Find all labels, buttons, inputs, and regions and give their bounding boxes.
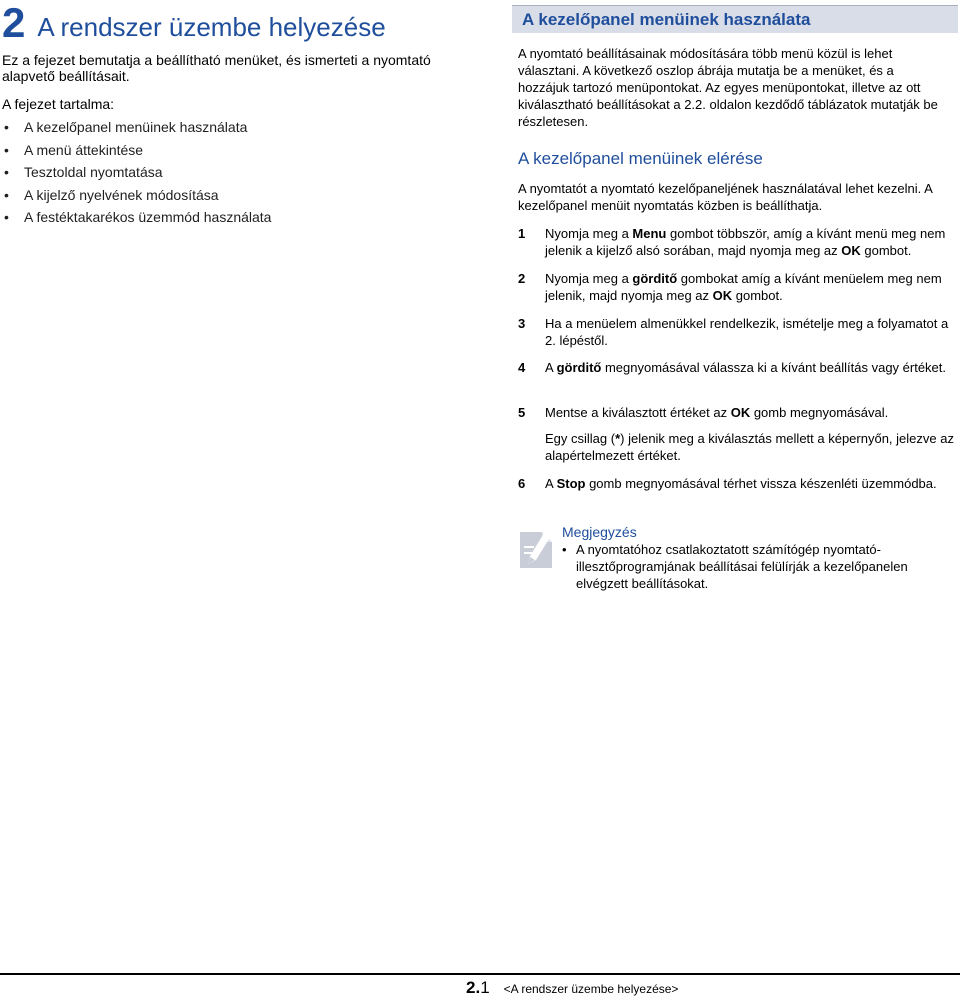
step-text: A Stop gomb megnyomásával térhet vissza készenléti üzemmódba. [545,476,937,491]
stop-key: Stop [556,476,586,491]
toc-item[interactable]: • A kijelző nyelvének módosítása [0,184,445,207]
note-bullet: • [562,542,567,557]
chapter-intro: Ez a fejezet bemutatja a beállítható menüket, és ismerteti a nyomtató alapvető beállításait. [2,52,431,84]
menu-key: Menu [632,226,667,241]
footer-rule [0,973,960,975]
table-of-contents [0,116,445,229]
step-text: Nyomja meg a görditő gombokat amíg a kívánt menüelem meg nem jelenik, majd nyomja meg az OK gombot. [545,271,942,303]
toc-item[interactable]: • A kezelőpanel menüinek használata [0,116,445,139]
chapter-header [0,0,445,44]
step-2 [518,270,958,304]
step-number: 1 [518,226,526,241]
note-text: A nyomtatóhoz csatlakoztatott számítógép nyomtató-illesztőprogramjának beállításai felülírják a kezelőpanelen elvégzett beállításokat. [576,542,908,591]
step-number: 6 [518,476,526,491]
subsection-intro: A nyomtatót a nyomtató kezelőpaneljének használatával lehet kezelni. A kezelőpanel menüit nyomtatás közben is beállíthatja. [518,181,933,213]
ok-key: OK [841,243,861,258]
ok-key: OK [730,405,751,420]
step-text: Ha a menüelem almenükkel rendelkezik, ismételje meg a folyamatot a 2. lépéstől. [545,316,949,348]
step-text: Nyomja meg a Menu gombot többször, amíg a kívánt menü meg nem jelenik a kijelző alsó sorában, majd nyomja meg az OK gombot. [545,226,946,258]
step-text: A görditő megnyomásával válassza ki a kívánt beállítás vagy értéket. [545,360,947,375]
step-text: Mentse a kiválasztott értéket az OK gomb megnyomásával. Egy csillag (*) jelenik meg a kiválasztás mellett a képernyőn, jelezve az alapértelmezett értéket. [545,404,958,464]
note-title: Megjegyzés [562,524,637,540]
subsection-title: A kezelőpanel menüinek elérése [518,149,763,168]
scroll-key: görditő [556,360,602,375]
section-title-bar [512,5,958,33]
section-title: A kezelőpanel menüinek használata [522,10,811,29]
toc-item[interactable]: • Tesztoldal nyomtatása [0,161,445,184]
note-pencil-icon [518,524,558,570]
step-3 [518,315,958,349]
page-number-minor: 1 [480,978,490,997]
footer-chapter-reference: <A rendszer üzembe helyezése> [503,982,679,996]
step-number: 4 [518,360,526,375]
toc-item[interactable]: • A menü áttekintése [0,139,445,162]
step-number: 2 [518,271,526,286]
step-number: 5 [518,405,526,420]
step-4 [518,359,958,376]
step-1 [518,225,958,259]
scroll-key: görditő [632,271,678,286]
note-item [562,541,958,592]
note-content [558,524,958,592]
step-number: 3 [518,316,526,331]
chapter-column [0,0,445,229]
step-6 [518,475,958,492]
contents-label: A fejezet tartalma: [2,96,115,112]
chapter-number: 2 [2,0,26,46]
section-body: A nyomtató beállításainak módosítására több menü közül is lehet választani. A következő oszlop ábrája mutatja be a menüket, és a hozzájuk tartozó menüpontokat. Az egyes menüpontokat, illetve az ott kiválasztható beállításokat a 2.2. oldalon kezdődő táblázatok mutatják be részletesen. [518,46,938,129]
toc-item[interactable]: • A festéktakarékos üzemmód használata [0,206,445,229]
step-5-note: Egy csillag (*) jelenik meg a kiválasztás mellett a képernyőn, jelezve az alapértelmezett értéket. [545,431,954,463]
chapter-title: A rendszer üzembe helyezése [37,12,386,42]
page-footer [466,978,678,998]
asterisk-mark: * [615,431,621,446]
ok-key: OK [712,288,733,303]
page-number-major: 2. [466,978,481,997]
note-box [518,524,958,592]
step-5 [518,404,958,464]
